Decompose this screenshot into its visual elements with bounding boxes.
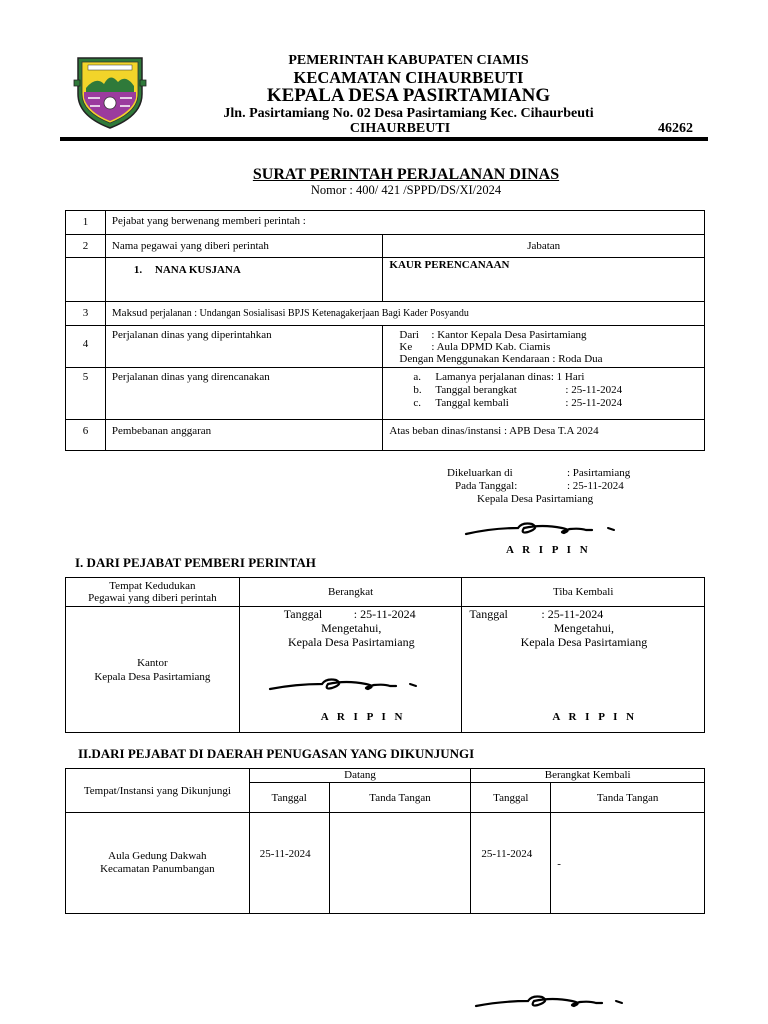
header-address: Jln. Pasirtamiang No. 02 Desa Pasirtamiang Kec. Cihaurbeuti: [223, 106, 594, 121]
vehicle: Dengan Menggunakan Kendaraan : Roda Dua: [399, 353, 603, 365]
duration: Lamanya perjalanan dinas: 1 Hari: [435, 371, 585, 383]
signer-name: A R I P I N: [552, 711, 638, 723]
datang-signature: [329, 813, 471, 914]
main-table: [65, 210, 705, 451]
row-text: Perjalanan dinas yang direncanakan: [105, 368, 382, 420]
issued-date-value: : 25-11-2024: [567, 480, 624, 492]
header-postal-code: 46262: [658, 121, 693, 136]
datang-date: 25-11-2024: [249, 813, 329, 914]
row-number: 5: [66, 368, 106, 420]
col-header-berangkat-kembali: Berangkat Kembali: [471, 769, 705, 783]
route-cell: [383, 326, 705, 368]
row-text: Nama pegawai yang diberi perintah: [105, 235, 382, 258]
table-row: [66, 368, 705, 420]
table-row: [66, 813, 705, 914]
employee-number: 1.: [133, 264, 143, 276]
table-row: [66, 607, 705, 733]
place-line1: Kantor: [137, 656, 168, 669]
table-row: [66, 769, 705, 783]
employee-position: KAUR PERENCANAAN: [383, 258, 705, 302]
tanggal-label: Tanggal: [469, 607, 508, 621]
from-label: Dari: [399, 329, 419, 341]
col-header-tanda-tangan: Tanda Tangan: [551, 783, 705, 813]
section-2-heading: II.DARI PEJABAT DI DAERAH PENUGASAN YANG DIKUNJUNGI: [78, 746, 475, 761]
visited-place-line2: Kecamatan Panumbangan: [100, 863, 215, 875]
place-cell: [66, 607, 240, 733]
return-date: : 25-11-2024: [565, 397, 623, 409]
issuer-name: A R I P I N: [506, 544, 591, 556]
issued-place-label: Dikeluarkan di: [447, 467, 513, 479]
tanggal-value: : 25-11-2024: [541, 607, 604, 621]
signature-issuer: [462, 518, 622, 542]
row-number: 4: [66, 326, 106, 368]
table-row: [66, 326, 705, 368]
section-1-heading: I. DARI PEJABAT PEMBERI PERINTAH: [75, 555, 316, 570]
row-text: Perjalanan dinas yang diperintahkan: [105, 326, 382, 368]
table-row: [66, 578, 705, 607]
to-value: : Aula DPMD Kab. Ciamis: [431, 341, 551, 353]
visited-place-cell: [66, 813, 250, 914]
purpose-label: Maksud: [111, 307, 148, 319]
employee-name: NANA KUSJANA: [154, 264, 241, 276]
berangkat-cell: [239, 607, 462, 733]
issued-position: Kepala Desa Pasirtamiang: [477, 493, 594, 505]
tanggal-value: : 25-11-2024: [353, 607, 416, 621]
departure-label: Tanggal berangkat: [435, 384, 517, 396]
table-row: [66, 420, 705, 451]
to-label: Ke: [399, 341, 413, 353]
issued-block: [447, 467, 630, 506]
table-row: [66, 211, 705, 235]
purpose-text: perjalanan : Undangan Sosialisasi BPJS Ketenagakerjaan Bagi Kader Posyandu: [150, 308, 469, 319]
kembali-date: 25-11-2024: [471, 813, 551, 914]
row-text: Pembebanan anggaran: [105, 420, 382, 451]
col-header-tanggal: Tanggal: [249, 783, 329, 813]
row-number: 3: [66, 302, 106, 326]
signature-bottom: [472, 992, 632, 1014]
col-header-berangkat: Berangkat: [239, 578, 462, 607]
signer-name: A R I P I N: [320, 711, 406, 723]
list-mark: b.: [413, 384, 422, 396]
list-mark: c.: [413, 397, 422, 409]
jabatan-header: Jabatan: [383, 235, 705, 258]
kepala-label: Kepala Desa Pasirtamiang: [520, 635, 648, 649]
col-header-place: Tempat/Instansi yang Dikunjungi: [66, 769, 250, 813]
row-number: 1: [66, 211, 106, 235]
place-line2: Kepala Desa Pasirtamiang: [94, 670, 211, 683]
budget-value: Atas beban dinas/instansi : APB Desa T.A 2024: [383, 420, 705, 451]
departure-date: : 25-11-2024: [565, 384, 623, 396]
col-header-place-line2: Pegawai yang diberi perintah: [88, 592, 217, 604]
document-number: Nomor : 400/ 421 /SPPD/DS/XI/2024: [310, 183, 502, 197]
col-header-place: [66, 578, 240, 607]
col-header-tanda-tangan: Tanda Tangan: [329, 783, 471, 813]
list-mark: a.: [413, 371, 422, 383]
col-header-datang: Datang: [249, 769, 471, 783]
return-label: Tanggal kembali: [435, 397, 509, 409]
kembali-signature: -: [551, 813, 705, 914]
header-district: KECAMATAN CIHAURBEUTI: [293, 68, 524, 87]
col-header-place-line1: Tempat Kedudukan: [109, 580, 196, 592]
header-city: CIHAURBEUTI: [349, 121, 451, 136]
table-row: [66, 302, 705, 326]
row-number: 2: [66, 235, 106, 258]
issued-place-value: : Pasirtamiang: [567, 467, 631, 479]
section-1-table: [65, 577, 705, 733]
section-2-table: [65, 768, 705, 914]
mengetahui-label: Mengetahui,: [321, 621, 382, 635]
from-value: : Kantor Kepala Desa Pasirtamiang: [431, 329, 587, 341]
col-header-tiba: Tiba Kembali: [462, 578, 705, 607]
mengetahui-label: Mengetahui,: [553, 621, 615, 635]
issued-date-label: Pada Tanggal:: [455, 480, 518, 492]
tanggal-label: Tanggal: [283, 607, 323, 621]
col-header-tanggal: Tanggal: [471, 783, 551, 813]
employee-name-cell: [105, 258, 382, 302]
table-row: [66, 258, 705, 302]
purpose-cell: [105, 302, 704, 326]
tiba-cell: [462, 607, 705, 733]
document-title: SURAT PERINTAH PERJALANAN DINAS: [252, 166, 560, 183]
header-government: PEMERINTAH KABUPATEN CIAMIS: [288, 53, 529, 68]
kepala-label: Kepala Desa Pasirtamiang: [287, 635, 415, 649]
table-row: [66, 235, 705, 258]
row-text: Pejabat yang berwenang memberi perintah :: [105, 211, 704, 235]
visited-place-line1: Aula Gedung Dakwah: [108, 850, 207, 862]
schedule-cell: [383, 368, 705, 420]
header-divider: [60, 137, 708, 141]
header-village-head: KEPALA DESA PASIRTAMIANG: [266, 85, 551, 106]
row-number: 6: [66, 420, 106, 451]
signature-berangkat: [266, 675, 426, 697]
